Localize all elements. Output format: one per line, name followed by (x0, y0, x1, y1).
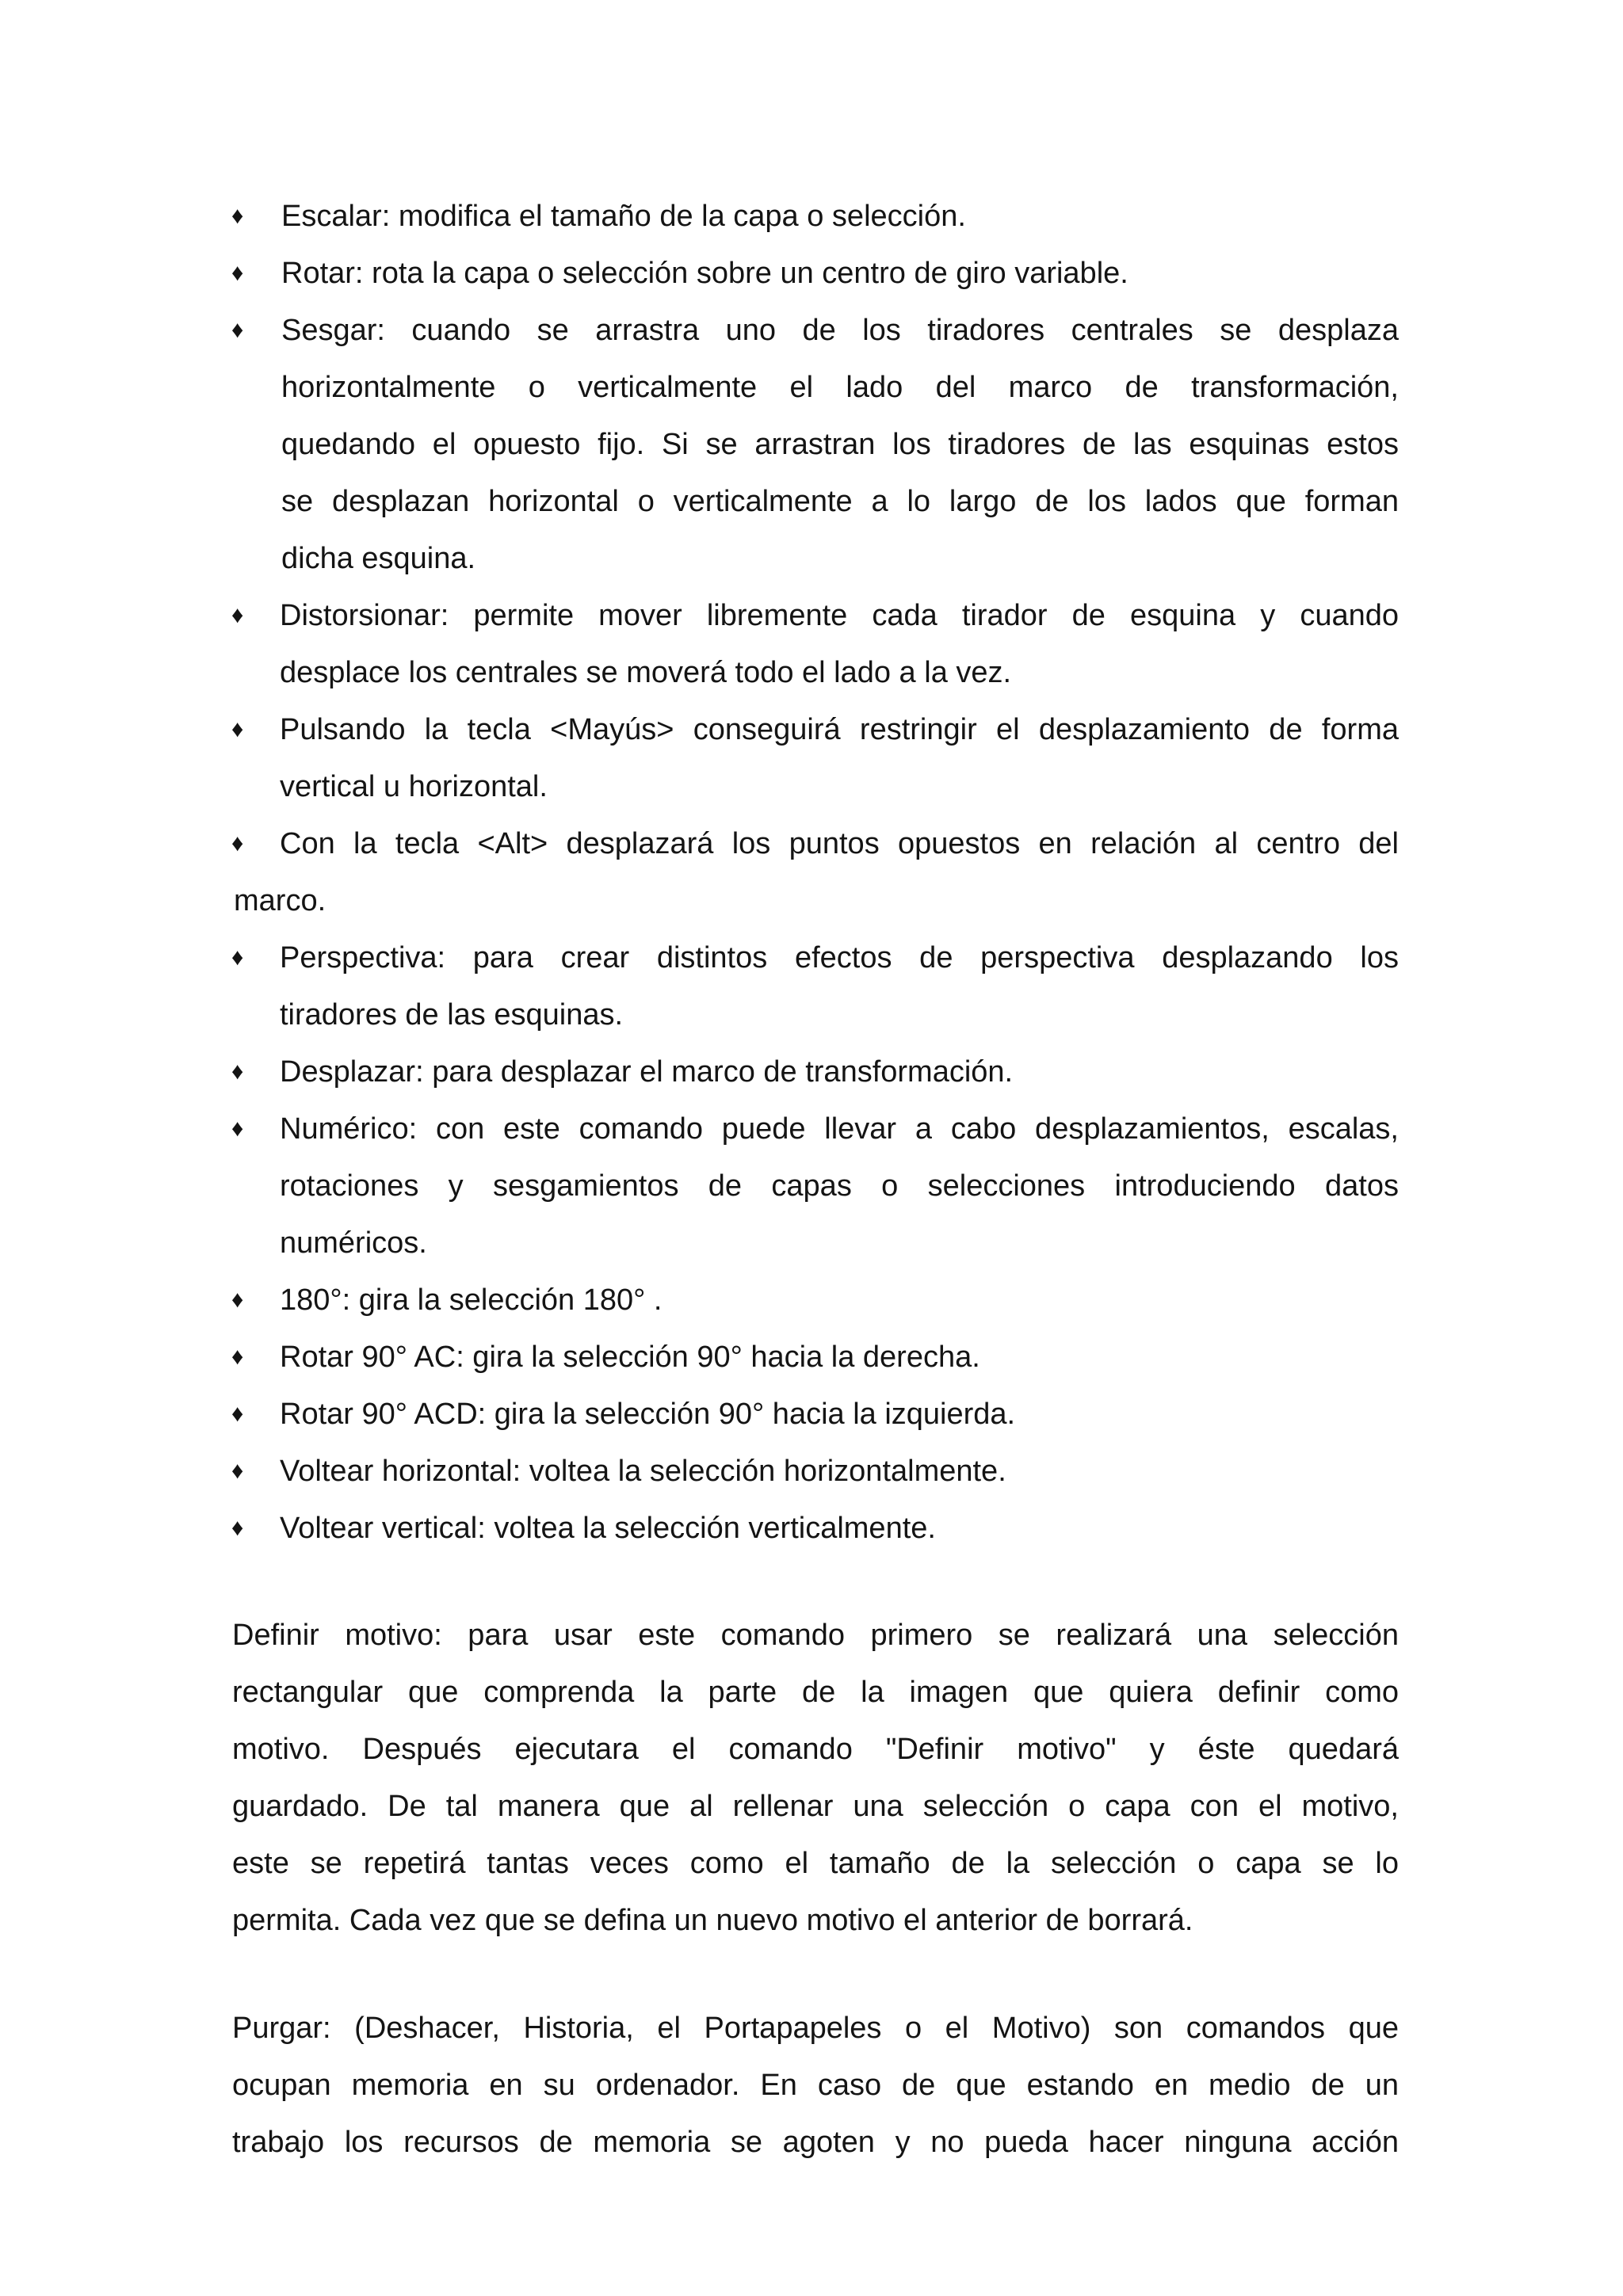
list-item-text: 180°: gira la selección 180° . (280, 1283, 663, 1317)
list-item-text: Con la tecla <Alt> desplazará los puntos opuestos en relación al centro del (280, 827, 1399, 860)
diamond-bullet-icon: ♦ (231, 602, 244, 628)
list-item-text: Pulsando la tecla <Mayús> conseguirá restringir el desplazamiento de forma (280, 713, 1399, 746)
diamond-bullet-icon: ♦ (231, 716, 244, 742)
list-item-text: dicha esquina. (281, 542, 476, 575)
list-item-text: horizontalmente o verticalmente el lado del marco de transformación, (281, 371, 1399, 404)
paragraph-line: permita. Cada vez que se defina un nuevo motivo el anterior de borrará. (232, 1904, 1193, 1937)
list-item-text: Rotar 90° AC: gira la selección 90° hacia la derecha. (280, 1341, 980, 1374)
list-item-text: Escalar: modifica el tamaño de la capa o selección. (281, 200, 966, 233)
diamond-bullet-icon: ♦ (231, 830, 244, 856)
list-item-text: Voltear horizontal: voltea la selección horizontalmente. (280, 1455, 1006, 1488)
list-item-text: Sesgar: cuando se arrastra uno de los tiradores centrales se desplaza (281, 314, 1399, 347)
list-item-text: Rotar: rota la capa o selección sobre un centro de giro variable. (281, 257, 1128, 290)
list-item-text: Desplazar: para desplazar el marco de transformación. (280, 1055, 1014, 1089)
list-item-text: Numérico: con este comando puede llevar a cabo desplazamientos, escalas, (280, 1112, 1399, 1146)
paragraph-line: rectangular que comprenda la parte de la imagen que quiera definir como (232, 1676, 1399, 1709)
paragraph-line: este se repetirá tantas veces como el tamaño de la selección o capa se lo (232, 1847, 1399, 1880)
paragraph-line: ocupan memoria en su ordenador. En caso de que estando en medio de un (232, 2069, 1399, 2102)
list-item-text: rotaciones y sesgamientos de capas o selecciones introduciendo datos (280, 1169, 1399, 1203)
paragraph-line: Definir motivo: para usar este comando primero se realizará una selección (232, 1619, 1399, 1652)
diamond-bullet-icon: ♦ (231, 260, 244, 286)
paragraph-line: motivo. Después ejecutara el comando "Definir motivo" y éste quedará (232, 1733, 1399, 1766)
diamond-bullet-icon: ♦ (231, 944, 244, 971)
list-item-text: tiradores de las esquinas. (280, 998, 624, 1032)
list-item-text: Distorsionar: permite mover libremente cada tirador de esquina y cuando (280, 599, 1399, 632)
list-item-text: vertical u horizontal. (280, 770, 548, 803)
list-item-text: marco. (234, 884, 327, 917)
list-item-text: quedando el opuesto fijo. Si se arrastran los tiradores de las esquinas estos (281, 428, 1399, 461)
diamond-bullet-icon: ♦ (231, 203, 244, 229)
list-item-text: se desplazan horizontal o verticalmente a lo largo de los lados que forman (281, 485, 1399, 518)
diamond-bullet-icon: ♦ (231, 1344, 244, 1370)
list-item-text: Rotar 90° ACD: gira la selección 90° hacia la izquierda. (280, 1398, 1016, 1431)
diamond-bullet-icon: ♦ (231, 317, 244, 343)
list-item-text: Perspectiva: para crear distintos efectos de perspectiva desplazando los (280, 941, 1399, 974)
paragraph-line: Purgar: (Deshacer, Historia, el Portapapeles o el Motivo) son comandos que (232, 2012, 1399, 2045)
paragraph-line: guardado. De tal manera que al rellenar una selección o capa con el motivo, (232, 1790, 1399, 1823)
paragraph-line: trabajo los recursos de memoria se agoten y no pueda hacer ninguna acción (232, 2126, 1399, 2159)
list-item-text: desplace los centrales se moverá todo el lado a la vez. (280, 656, 1012, 689)
list-item-text: numéricos. (280, 1226, 427, 1260)
diamond-bullet-icon: ♦ (231, 1401, 244, 1427)
diamond-bullet-icon: ♦ (231, 1515, 244, 1541)
diamond-bullet-icon: ♦ (231, 1458, 244, 1484)
diamond-bullet-icon: ♦ (231, 1287, 244, 1313)
diamond-bullet-icon: ♦ (231, 1116, 244, 1142)
diamond-bullet-icon: ♦ (231, 1058, 244, 1085)
list-item-text: Voltear vertical: voltea la selección verticalmente. (280, 1512, 936, 1545)
